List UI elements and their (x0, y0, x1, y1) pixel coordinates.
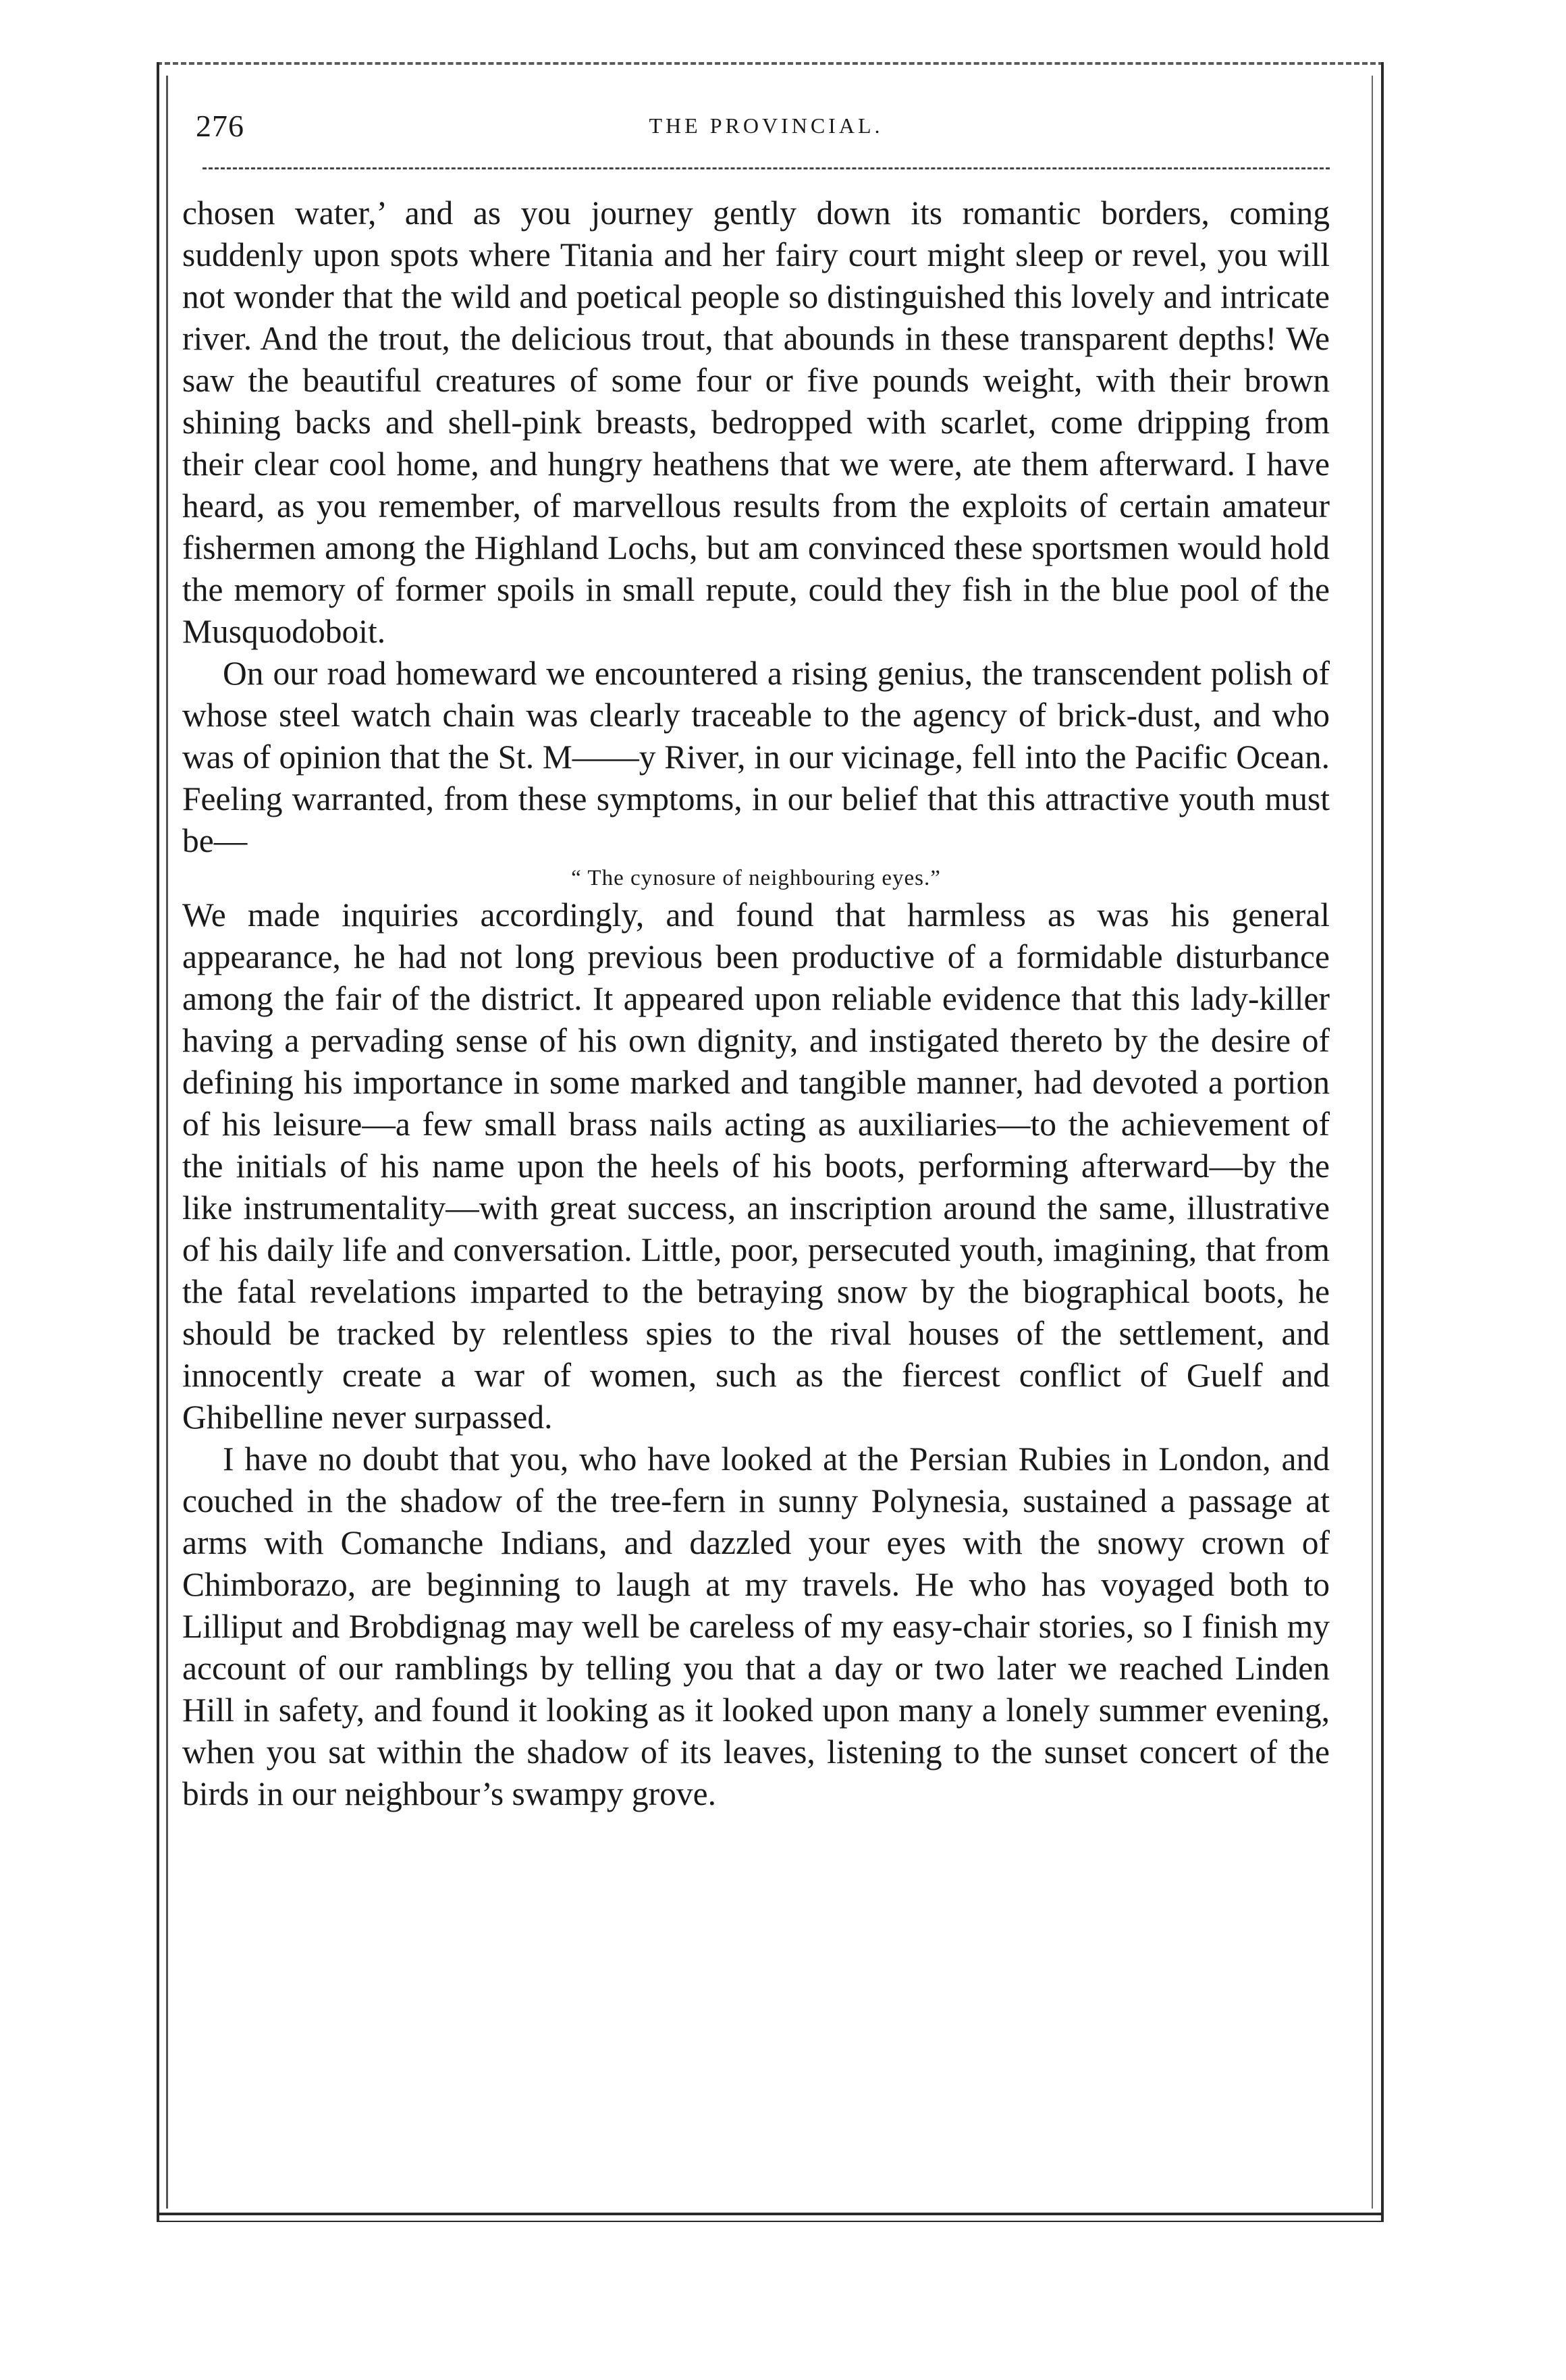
border-left-inner (166, 76, 168, 2209)
header-title: THE PROVINCIAL. (649, 113, 884, 138)
paragraph: I have no doubt that you, who have looked at the Persian Rubies in London, and couched in the shadow of the tree-fern in sunny Polynesia, sustained a passage at arms with Comanche Indians, and dazzled your eyes with the snowy crown of Chimborazo, are beginning to laugh at my travels. He who has voyaged both to Lilliput and Brobdignag may well be careless of my easy-chair stories, so I finish my account of our ramblings by telling you that a day or two later we reached Linden Hill in safety, and found it looking as it looked upon many a lonely summer evening, when you sat within the shadow of its leaves, listening to the sunset concert of the birds in our neighbour’s swampy grove. (182, 1440, 1330, 1812)
border-right-inner (1372, 76, 1373, 2209)
border-left (157, 62, 159, 2222)
body-text (182, 192, 1330, 1815)
header-rule (202, 167, 1330, 169)
paragraph: We made inquiries accordingly, and found that harmless as was his general appearance, he had not long previous been productive of a formidable disturbance among the fair of the district. It appeared upon reliable evidence that this lady-killer having a pervading sense of his own dignity, and instigated thereto by the desire of defining his importance in some marked and tangible manner, had devoted a portion of his leisure—a few small brass nails acting as auxiliaries—to the achievement of the initials of his name upon the heels of his boots, performing afterward—by the like instrumentality—with great success, an inscription around the same, illustrative of his daily life and conversation. Little, poor, persecuted youth, imagining, that from the fatal revelations imparted to the betraying snow by the biographical boots, he should be tracked by relentless spies to the rival houses of the settlement, and innocently create a war of women, such as the fiercest conflict of Guelf and Ghibelline never surpassed. (182, 896, 1330, 1436)
block-quote: “ The cynosure of neighbouring eyes.” (571, 866, 941, 890)
border-right (1381, 62, 1384, 2222)
paragraph: On our road homeward we encountered a rising genius, the transcendent polish of whose steel watch chain was clearly traceable to the agency of brick-dust, and who was of opinion that the St. M——y River, in our vicinage, fell into the Pacific Ocean. Feeling warranted, from these symptoms, in our belief that this attractive youth must be— (182, 655, 1330, 859)
border-top (157, 62, 1384, 65)
paragraph: chosen water,’ and as you journey gently down its romantic borders, coming suddenly upon spots where Titania and her fairy court might sleep or revel, you will not wonder that the wild and poetical people so distinguished this lovely and intricate river. And the trout, the delicious trout, that abounds in these transparent depths! We saw the beautiful creatures of some four or five pounds weight, with their brown shining backs and shell-pink breasts, bedropped with scarlet, come dripping from their clear cool home, and hungry heathens that we were, ate them afterward. I have heard, as you remember, of marvellous results from the exploits of certain amateur fishermen among the Highland Lochs, but am convinced these sportsmen would hold the memory of former spoils in small repute, could they fish in the blue pool of the Musquodoboit. (182, 194, 1330, 650)
running-head (196, 108, 1336, 148)
border-bottom (157, 2213, 1384, 2222)
page-number: 276 (196, 109, 244, 143)
